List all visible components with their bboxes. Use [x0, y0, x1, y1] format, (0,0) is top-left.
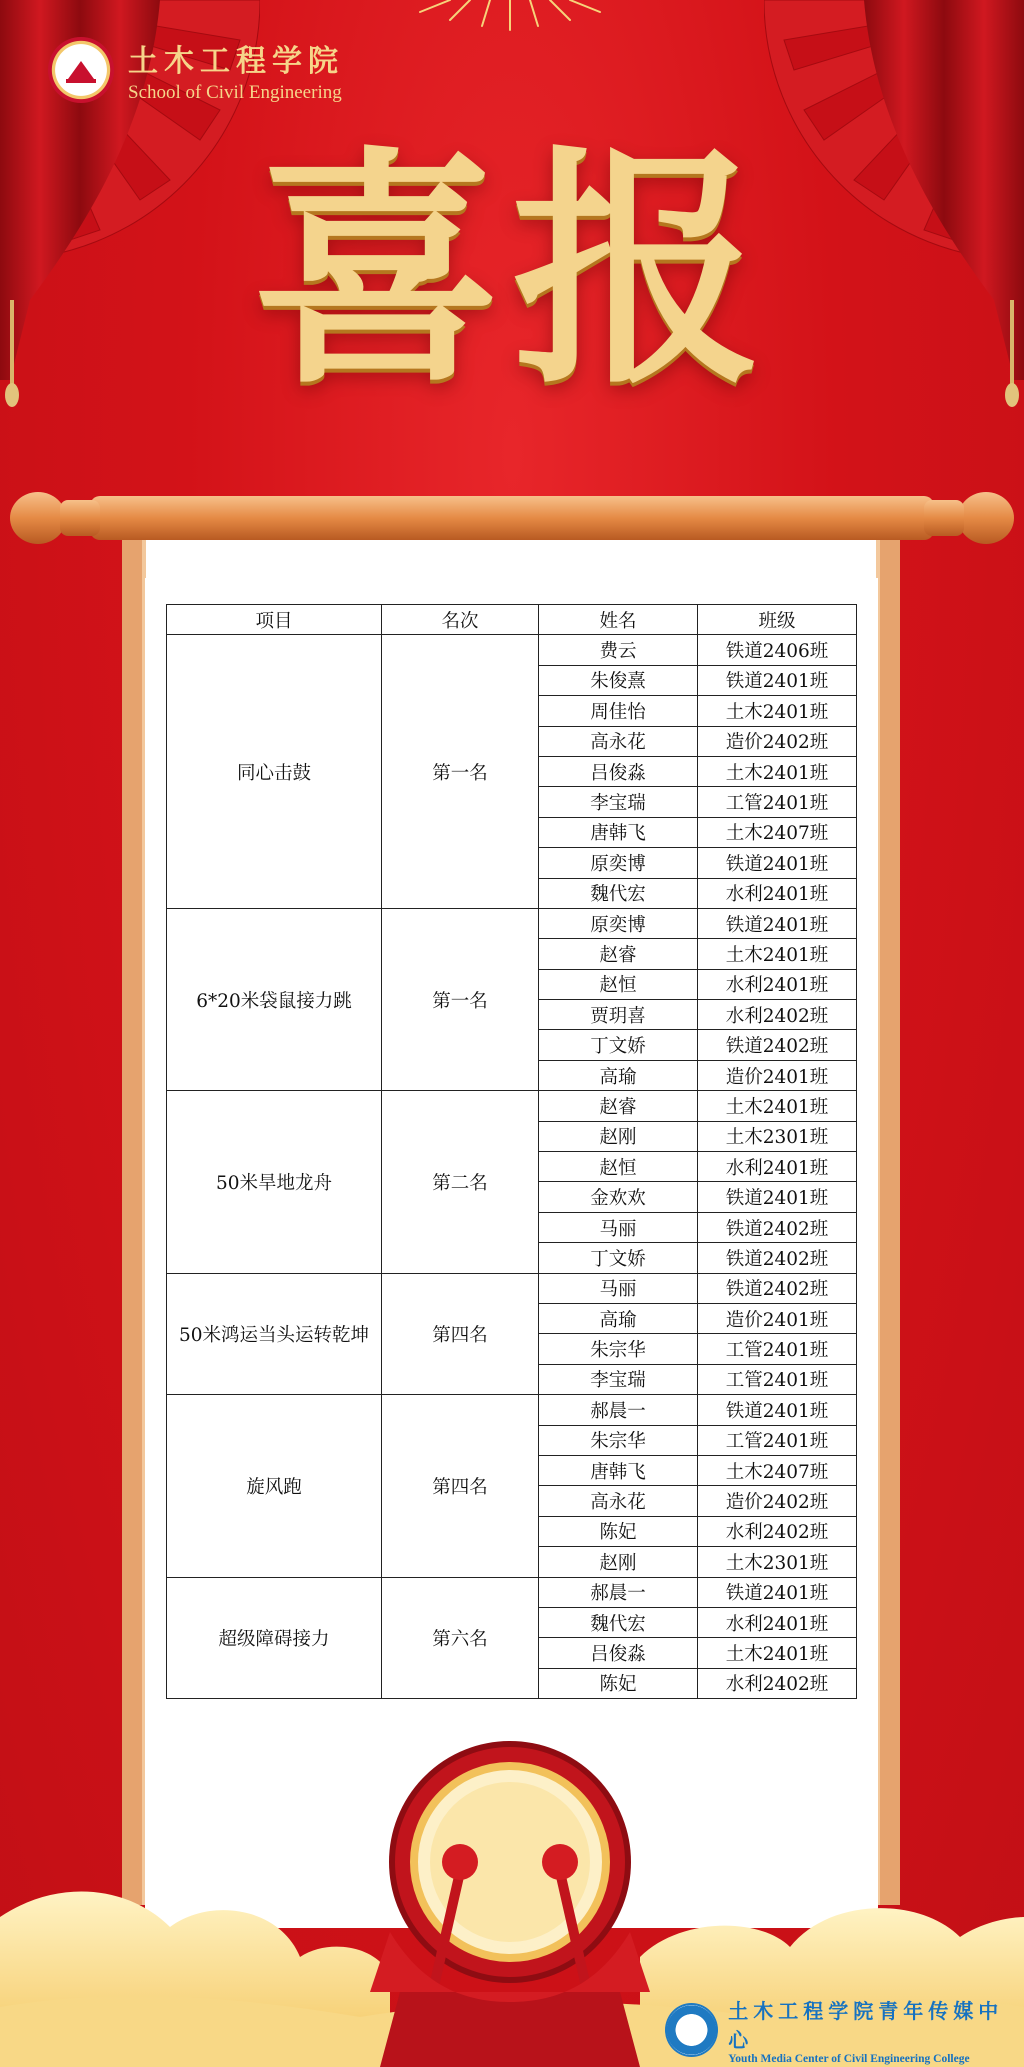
name-cell: 赵刚 — [539, 1121, 698, 1151]
name-cell: 朱俊熹 — [539, 665, 698, 695]
class-cell: 铁道2406班 — [698, 635, 857, 665]
class-cell: 土木2401班 — [698, 1091, 857, 1121]
name-cell: 吕俊淼 — [539, 756, 698, 786]
event-cell: 50米旱地龙舟 — [167, 1091, 382, 1273]
fireworks-decoration — [390, 0, 630, 50]
class-cell: 工管2401班 — [698, 787, 857, 817]
class-cell: 造价2401班 — [698, 1060, 857, 1090]
name-cell: 魏代宏 — [539, 878, 698, 908]
class-cell: 铁道2402班 — [698, 1273, 857, 1303]
class-cell: 工管2401班 — [698, 1334, 857, 1364]
rank-cell: 第四名 — [382, 1273, 539, 1395]
class-cell: 水利2401班 — [698, 1152, 857, 1182]
event-cell: 超级障碍接力 — [167, 1577, 382, 1699]
media-center-emblem-icon — [665, 2003, 718, 2057]
class-cell: 造价2402班 — [698, 726, 857, 756]
name-cell: 李宝瑞 — [539, 787, 698, 817]
class-cell: 水利2402班 — [698, 1516, 857, 1546]
rank-cell: 第六名 — [382, 1577, 539, 1699]
name-cell: 李宝瑞 — [539, 1364, 698, 1394]
rank-cell: 第一名 — [382, 908, 539, 1090]
results-body — [167, 635, 857, 1699]
name-cell: 高永花 — [539, 726, 698, 756]
class-cell: 水利2401班 — [698, 969, 857, 999]
name-cell: 马丽 — [539, 1273, 698, 1303]
class-cell: 土木2401班 — [698, 696, 857, 726]
class-cell: 铁道2401班 — [698, 665, 857, 695]
school-logo — [48, 36, 344, 104]
class-cell: 土木2301班 — [698, 1121, 857, 1151]
school-name-cn: 土木工程学院 — [128, 44, 344, 79]
name-cell: 马丽 — [539, 1212, 698, 1242]
name-cell: 赵刚 — [539, 1547, 698, 1577]
event-cell: 50米鸿运当头运转乾坤 — [167, 1273, 382, 1395]
class-cell: 水利2402班 — [698, 1000, 857, 1030]
rank-cell: 第一名 — [382, 635, 539, 909]
name-cell: 丁文娇 — [539, 1243, 698, 1273]
class-cell: 土木2407班 — [698, 817, 857, 847]
name-cell: 朱宗华 — [539, 1425, 698, 1455]
class-cell: 铁道2401班 — [698, 1182, 857, 1212]
class-cell: 土木2407班 — [698, 1455, 857, 1485]
header-class: 班级 — [698, 605, 857, 635]
results-table — [166, 604, 857, 1699]
class-cell: 铁道2401班 — [698, 1395, 857, 1425]
class-cell: 土木2401班 — [698, 756, 857, 786]
class-cell: 土木2301班 — [698, 1547, 857, 1577]
class-cell: 铁道2402班 — [698, 1243, 857, 1273]
table-header-row — [167, 605, 857, 635]
class-cell: 水利2401班 — [698, 1607, 857, 1637]
class-cell: 造价2401班 — [698, 1303, 857, 1333]
name-cell: 郝晨一 — [539, 1577, 698, 1607]
headline-title: 喜报 — [252, 123, 772, 417]
name-cell: 陈妃 — [539, 1668, 698, 1698]
name-cell: 魏代宏 — [539, 1607, 698, 1637]
header-event: 项目 — [167, 605, 382, 635]
name-cell: 郝晨一 — [539, 1395, 698, 1425]
event-cell: 同心击鼓 — [167, 635, 382, 909]
class-cell: 工管2401班 — [698, 1425, 857, 1455]
name-cell: 朱宗华 — [539, 1334, 698, 1364]
event-cell: 6*20米袋鼠接力跳 — [167, 908, 382, 1090]
class-cell: 水利2402班 — [698, 1668, 857, 1698]
class-cell: 工管2401班 — [698, 1364, 857, 1394]
name-cell: 原奕博 — [539, 848, 698, 878]
table-row — [167, 1273, 857, 1303]
class-cell: 土木2401班 — [698, 939, 857, 969]
rank-cell: 第二名 — [382, 1091, 539, 1273]
school-emblem-icon — [48, 37, 114, 103]
class-cell: 铁道2402班 — [698, 1212, 857, 1242]
name-cell: 吕俊淼 — [539, 1638, 698, 1668]
name-cell: 费云 — [539, 635, 698, 665]
name-cell: 唐韩飞 — [539, 1455, 698, 1485]
header-name: 姓名 — [539, 605, 698, 635]
table-row — [167, 1091, 857, 1121]
scroll-rod — [10, 488, 1014, 548]
class-cell: 土木2401班 — [698, 1638, 857, 1668]
media-center-name-en: Youth Media Center of Civil Engineering College — [728, 2053, 970, 2065]
name-cell: 赵睿 — [539, 939, 698, 969]
media-center-logo — [665, 1995, 1024, 2065]
drum-icon — [360, 1732, 660, 2067]
media-center-name-cn: 土木工程学院青年传媒中心 — [728, 1999, 1004, 2052]
name-cell: 金欢欢 — [539, 1182, 698, 1212]
school-name-en: School of Civil Engineering — [128, 82, 342, 103]
name-cell: 原奕博 — [539, 908, 698, 938]
name-cell: 陈妃 — [539, 1516, 698, 1546]
name-cell: 高永花 — [539, 1486, 698, 1516]
class-cell: 水利2401班 — [698, 878, 857, 908]
name-cell: 丁文娇 — [539, 1030, 698, 1060]
class-cell: 造价2402班 — [698, 1486, 857, 1516]
table-row — [167, 1395, 857, 1425]
event-cell: 旋风跑 — [167, 1395, 382, 1577]
name-cell: 高瑜 — [539, 1303, 698, 1333]
class-cell: 铁道2401班 — [698, 848, 857, 878]
name-cell: 唐韩飞 — [539, 817, 698, 847]
name-cell: 贾玥喜 — [539, 1000, 698, 1030]
class-cell: 铁道2402班 — [698, 1030, 857, 1060]
table-row — [167, 908, 857, 938]
table-row — [167, 1577, 857, 1607]
name-cell: 赵睿 — [539, 1091, 698, 1121]
name-cell: 赵恒 — [539, 1152, 698, 1182]
rank-cell: 第四名 — [382, 1395, 539, 1577]
class-cell: 铁道2401班 — [698, 1577, 857, 1607]
table-row — [167, 635, 857, 665]
name-cell: 周佳怡 — [539, 696, 698, 726]
header-rank: 名次 — [382, 605, 539, 635]
class-cell: 铁道2401班 — [698, 908, 857, 938]
name-cell: 高瑜 — [539, 1060, 698, 1090]
name-cell: 赵恒 — [539, 969, 698, 999]
